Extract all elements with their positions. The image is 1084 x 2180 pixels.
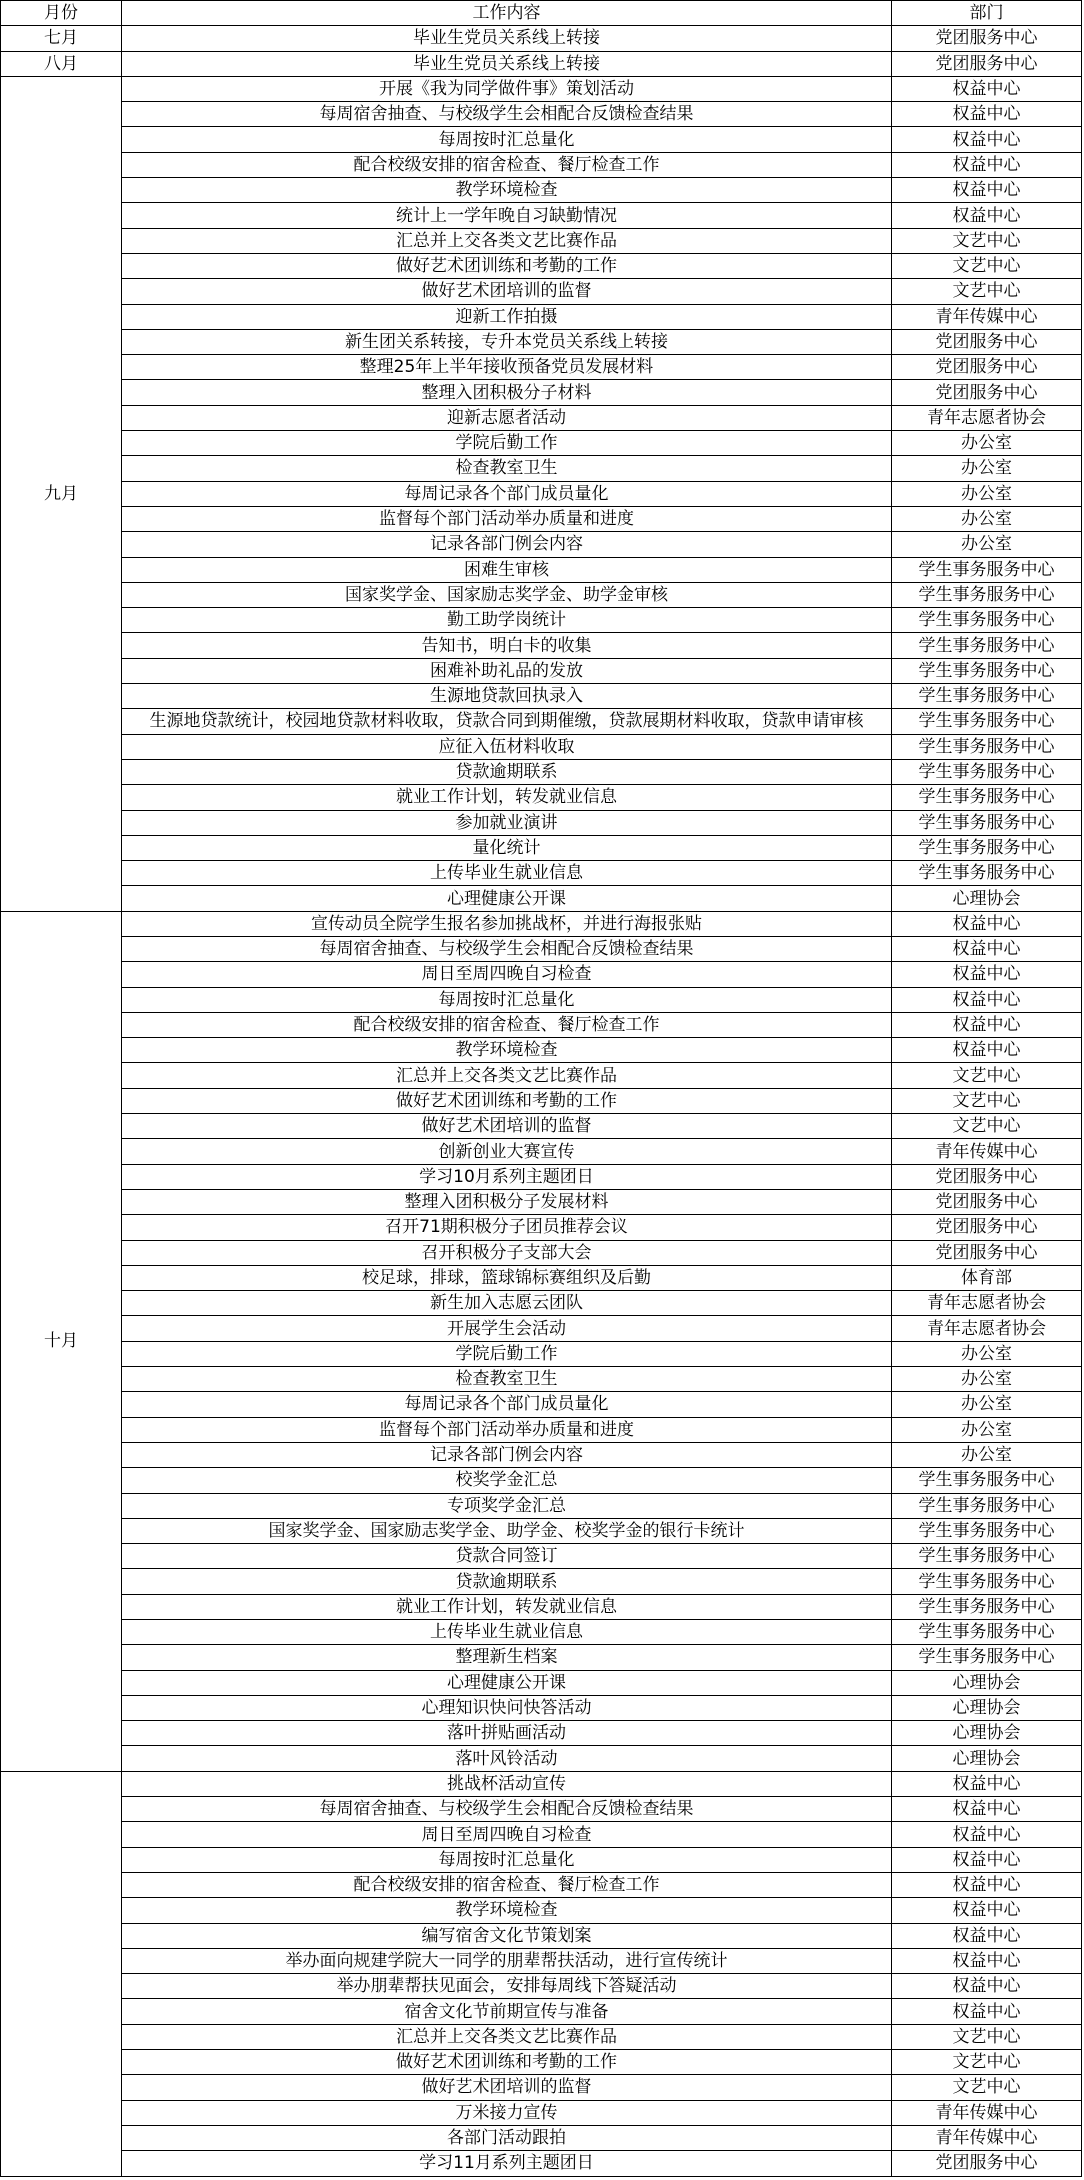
table-row [1, 861, 1082, 886]
table-row [1, 1695, 1082, 1720]
table-row [1, 608, 1082, 633]
content-cell: 学院后勤工作 [122, 431, 892, 456]
table-row [1, 228, 1082, 253]
dept-cell: 权益中心 [892, 1797, 1082, 1822]
dept-cell: 体育部 [892, 1265, 1082, 1290]
dept-cell: 权益中心 [892, 1999, 1082, 2024]
content-cell: 周日至周四晚自习检查 [122, 962, 892, 987]
dept-cell: 文艺中心 [892, 2024, 1082, 2049]
table-row [1, 1569, 1082, 1594]
content-cell: 新生加入志愿云团队 [122, 1291, 892, 1316]
table-row [1, 633, 1082, 658]
content-cell: 校奖学金汇总 [122, 1468, 892, 1493]
table-row [1, 1645, 1082, 1670]
table-row [1, 709, 1082, 734]
dept-cell: 学生事务服务中心 [892, 1620, 1082, 1645]
content-cell: 告知书，明白卡的收集 [122, 633, 892, 658]
table-row [1, 658, 1082, 683]
table-row [1, 1898, 1082, 1923]
dept-cell: 文艺中心 [892, 2075, 1082, 2100]
table-row [1, 1063, 1082, 1088]
dept-cell: 权益中心 [892, 911, 1082, 936]
content-cell: 学习10月系列主题团日 [122, 1164, 892, 1189]
dept-cell: 文艺中心 [892, 228, 1082, 253]
dept-cell: 权益中心 [892, 178, 1082, 203]
content-cell: 心理健康公开课 [122, 1670, 892, 1695]
content-cell: 汇总并上交各类文艺比赛作品 [122, 228, 892, 253]
table-row [1, 1872, 1082, 1897]
dept-cell: 党团服务中心 [892, 355, 1082, 380]
content-cell: 周日至周四晚自习检查 [122, 1822, 892, 1847]
content-cell: 记录各部门例会内容 [122, 532, 892, 557]
dept-cell: 学生事务服务中心 [892, 1645, 1082, 1670]
dept-cell: 心理协会 [892, 1670, 1082, 1695]
dept-cell: 办公室 [892, 431, 1082, 456]
content-cell: 监督每个部门活动举办质量和进度 [122, 1417, 892, 1442]
dept-cell: 党团服务中心 [892, 380, 1082, 405]
table-row [1, 810, 1082, 835]
month-header: 月份 [1, 1, 122, 26]
month-cell: 十月 [1, 911, 122, 1771]
dept-cell: 学生事务服务中心 [892, 1468, 1082, 1493]
table-row [1, 582, 1082, 607]
content-cell: 困难补助礼品的发放 [122, 658, 892, 683]
dept-cell: 权益中心 [892, 1872, 1082, 1897]
content-cell: 应征入伍材料收取 [122, 734, 892, 759]
content-cell: 万米接力宣传 [122, 2100, 892, 2125]
content-cell: 整理入团积极分子材料 [122, 380, 892, 405]
table-row [1, 532, 1082, 557]
dept-cell: 权益中心 [892, 152, 1082, 177]
table-row [1, 1088, 1082, 1113]
content-cell: 编写宿舍文化节策划案 [122, 1923, 892, 1948]
dept-cell: 学生事务服务中心 [892, 633, 1082, 658]
content-cell: 每周按时汇总量化 [122, 1847, 892, 1872]
dept-cell: 学生事务服务中心 [892, 709, 1082, 734]
table-row [1, 759, 1082, 784]
content-cell: 每周按时汇总量化 [122, 987, 892, 1012]
table-row [1, 279, 1082, 304]
content-cell: 召开积极分子支部大会 [122, 1240, 892, 1265]
dept-cell: 学生事务服务中心 [892, 1493, 1082, 1518]
table-row [1, 26, 1082, 51]
table-row [1, 304, 1082, 329]
dept-cell: 文艺中心 [892, 1088, 1082, 1113]
content-cell: 心理健康公开课 [122, 886, 892, 911]
table-row [1, 1923, 1082, 1948]
table-row [1, 1974, 1082, 1999]
content-cell: 每周宿舍抽查、与校级学生会相配合反馈检查结果 [122, 936, 892, 961]
table-row [1, 1847, 1082, 1872]
content-cell: 做好艺术团培训的监督 [122, 279, 892, 304]
dept-cell: 学生事务服务中心 [892, 759, 1082, 784]
dept-cell: 权益中心 [892, 1847, 1082, 1872]
dept-cell: 文艺中心 [892, 1114, 1082, 1139]
dept-cell: 权益中心 [892, 76, 1082, 101]
dept-cell: 办公室 [892, 1341, 1082, 1366]
dept-cell: 权益中心 [892, 203, 1082, 228]
content-cell: 毕业生党员关系线上转接 [122, 26, 892, 51]
content-cell: 每周按时汇总量化 [122, 127, 892, 152]
content-cell: 做好艺术团训练和考勤的工作 [122, 2050, 892, 2075]
dept-cell: 青年传媒中心 [892, 1139, 1082, 1164]
content-cell: 每周宿舍抽查、与校级学生会相配合反馈检查结果 [122, 1797, 892, 1822]
content-cell: 记录各部门例会内容 [122, 1442, 892, 1467]
dept-cell: 文艺中心 [892, 253, 1082, 278]
content-cell: 教学环境检查 [122, 1898, 892, 1923]
table-body [1, 26, 1082, 2176]
table-row [1, 2100, 1082, 2125]
content-cell: 毕业生党员关系线上转接 [122, 51, 892, 76]
content-cell: 学习11月系列主题团日 [122, 2151, 892, 2176]
table-row [1, 1341, 1082, 1366]
table-row [1, 1291, 1082, 1316]
content-cell: 贷款逾期联系 [122, 759, 892, 784]
dept-cell: 权益中心 [892, 1923, 1082, 1948]
dept-cell: 学生事务服务中心 [892, 608, 1082, 633]
table-row [1, 1240, 1082, 1265]
dept-cell: 心理协会 [892, 1721, 1082, 1746]
table-row [1, 1442, 1082, 1467]
table-row [1, 911, 1082, 936]
table-row [1, 557, 1082, 582]
table-row [1, 2075, 1082, 2100]
table-row [1, 2024, 1082, 2049]
content-cell: 汇总并上交各类文艺比赛作品 [122, 2024, 892, 2049]
content-cell: 就业工作计划，转发就业信息 [122, 785, 892, 810]
content-cell: 贷款逾期联系 [122, 1569, 892, 1594]
table-row [1, 1620, 1082, 1645]
table-row [1, 1139, 1082, 1164]
table-row [1, 1822, 1082, 1847]
table-row [1, 1721, 1082, 1746]
dept-cell: 党团服务中心 [892, 2151, 1082, 2176]
dept-cell: 权益中心 [892, 1822, 1082, 1847]
dept-cell: 文艺中心 [892, 2050, 1082, 2075]
dept-cell: 党团服务中心 [892, 1189, 1082, 1214]
dept-cell: 心理协会 [892, 886, 1082, 911]
table-row [1, 1012, 1082, 1037]
table-row [1, 1417, 1082, 1442]
content-cell: 教学环境检查 [122, 178, 892, 203]
header-row [1, 1, 1082, 26]
content-cell: 教学环境检查 [122, 1038, 892, 1063]
dept-cell: 青年志愿者协会 [892, 1316, 1082, 1341]
content-cell: 每周记录各个部门成员量化 [122, 481, 892, 506]
dept-cell: 文艺中心 [892, 279, 1082, 304]
table-row [1, 481, 1082, 506]
content-cell: 上传毕业生就业信息 [122, 1620, 892, 1645]
content-cell: 整理25年上半年接收预备党员发展材料 [122, 355, 892, 380]
table-row [1, 506, 1082, 531]
dept-cell: 权益中心 [892, 962, 1082, 987]
dept-cell: 党团服务中心 [892, 26, 1082, 51]
table-row [1, 1493, 1082, 1518]
table-row [1, 1771, 1082, 1796]
dept-cell: 心理协会 [892, 1695, 1082, 1720]
dept-cell: 学生事务服务中心 [892, 734, 1082, 759]
table-row [1, 1948, 1082, 1973]
dept-cell: 青年志愿者协会 [892, 1291, 1082, 1316]
dept-cell: 权益中心 [892, 987, 1082, 1012]
content-cell: 监督每个部门活动举办质量和进度 [122, 506, 892, 531]
dept-cell: 党团服务中心 [892, 1215, 1082, 1240]
dept-cell: 青年志愿者协会 [892, 405, 1082, 430]
content-cell: 迎新志愿者活动 [122, 405, 892, 430]
content-cell: 宣传动员全院学生报名参加挑战杯，并进行海报张贴 [122, 911, 892, 936]
content-cell: 统计上一学年晚自习缺勤情况 [122, 203, 892, 228]
content-cell: 国家奖学金、国家励志奖学金、助学金审核 [122, 582, 892, 607]
table-row [1, 127, 1082, 152]
dept-cell: 青年传媒中心 [892, 304, 1082, 329]
dept-cell: 学生事务服务中心 [892, 1569, 1082, 1594]
table-row [1, 684, 1082, 709]
table-row [1, 1594, 1082, 1619]
table-row [1, 380, 1082, 405]
month-cell: 八月 [1, 51, 122, 76]
content-cell: 创新创业大赛宣传 [122, 1139, 892, 1164]
content-cell: 检查教室卫生 [122, 1367, 892, 1392]
table-row [1, 835, 1082, 860]
content-cell: 落叶拼贴画活动 [122, 1721, 892, 1746]
content-cell: 做好艺术团训练和考勤的工作 [122, 253, 892, 278]
content-cell: 举办朋辈帮扶见面会，安排每周线下答疑活动 [122, 1974, 892, 1999]
table-row [1, 253, 1082, 278]
content-cell: 迎新工作拍摄 [122, 304, 892, 329]
content-cell: 做好艺术团培训的监督 [122, 2075, 892, 2100]
table-row [1, 987, 1082, 1012]
dept-cell: 办公室 [892, 456, 1082, 481]
content-cell: 专项奖学金汇总 [122, 1493, 892, 1518]
content-cell: 量化统计 [122, 835, 892, 860]
dept-cell: 权益中心 [892, 1771, 1082, 1796]
table-row [1, 1114, 1082, 1139]
table-row [1, 1670, 1082, 1695]
content-cell: 参加就业演讲 [122, 810, 892, 835]
dept-cell: 权益中心 [892, 1898, 1082, 1923]
table-row [1, 178, 1082, 203]
month-cell: 七月 [1, 26, 122, 51]
table-row [1, 2125, 1082, 2150]
table-row [1, 405, 1082, 430]
dept-cell: 党团服务中心 [892, 51, 1082, 76]
content-cell: 开展学生会活动 [122, 1316, 892, 1341]
content-cell: 宿舍文化节前期宣传与准备 [122, 1999, 892, 2024]
content-cell: 召开71期积极分子团员推荐会议 [122, 1215, 892, 1240]
table-row [1, 152, 1082, 177]
content-cell: 举办面向规建学院大一同学的朋辈帮扶活动，进行宣传统计 [122, 1948, 892, 1973]
content-cell: 开展《我为同学做件事》策划活动 [122, 76, 892, 101]
table-row [1, 1164, 1082, 1189]
content-cell: 校足球，排球，篮球锦标赛组织及后勤 [122, 1265, 892, 1290]
table-row [1, 2151, 1082, 2176]
dept-cell: 办公室 [892, 506, 1082, 531]
content-cell: 每周宿舍抽查、与校级学生会相配合反馈检查结果 [122, 102, 892, 127]
table-row [1, 1265, 1082, 1290]
content-header: 工作内容 [122, 1, 892, 26]
dept-cell: 办公室 [892, 1392, 1082, 1417]
dept-cell: 权益中心 [892, 127, 1082, 152]
table-row [1, 355, 1082, 380]
table-row [1, 962, 1082, 987]
month-cell: 九月 [1, 76, 122, 911]
table-row [1, 886, 1082, 911]
dept-cell: 党团服务中心 [892, 329, 1082, 354]
table-row [1, 1468, 1082, 1493]
content-cell: 汇总并上交各类文艺比赛作品 [122, 1063, 892, 1088]
content-cell: 做好艺术团培训的监督 [122, 1114, 892, 1139]
table-row [1, 1038, 1082, 1063]
table-row [1, 203, 1082, 228]
dept-cell: 权益中心 [892, 1038, 1082, 1063]
dept-cell: 办公室 [892, 1417, 1082, 1442]
content-cell: 勤工助学岗统计 [122, 608, 892, 633]
month-cell [1, 1771, 122, 2176]
content-cell: 做好艺术团训练和考勤的工作 [122, 1088, 892, 1113]
table-row [1, 1367, 1082, 1392]
content-cell: 生源地贷款统计，校园地贷款材料收取，贷款合同到期催缴，贷款展期材料收取，贷款申请审核 [122, 709, 892, 734]
content-cell: 配合校级安排的宿舍检查、餐厅检查工作 [122, 152, 892, 177]
dept-cell: 学生事务服务中心 [892, 1544, 1082, 1569]
content-cell: 整理入团积极分子发展材料 [122, 1189, 892, 1214]
content-cell: 挑战杯活动宣传 [122, 1771, 892, 1796]
table-row [1, 51, 1082, 76]
dept-cell: 学生事务服务中心 [892, 582, 1082, 607]
content-cell: 落叶风铃活动 [122, 1746, 892, 1771]
dept-cell: 心理协会 [892, 1746, 1082, 1771]
dept-cell: 学生事务服务中心 [892, 810, 1082, 835]
dept-cell: 办公室 [892, 1367, 1082, 1392]
dept-cell: 党团服务中心 [892, 1240, 1082, 1265]
content-cell: 就业工作计划，转发就业信息 [122, 1594, 892, 1619]
table-row [1, 456, 1082, 481]
content-cell: 配合校级安排的宿舍检查、餐厅检查工作 [122, 1012, 892, 1037]
content-cell: 上传毕业生就业信息 [122, 861, 892, 886]
table-row [1, 1392, 1082, 1417]
dept-cell: 青年传媒中心 [892, 2100, 1082, 2125]
dept-cell: 文艺中心 [892, 1063, 1082, 1088]
table-row [1, 102, 1082, 127]
table-row [1, 1797, 1082, 1822]
content-cell: 各部门活动跟拍 [122, 2125, 892, 2150]
content-cell: 每周记录各个部门成员量化 [122, 1392, 892, 1417]
content-cell: 整理新生档案 [122, 1645, 892, 1670]
content-cell: 生源地贷款回执录入 [122, 684, 892, 709]
dept-cell: 学生事务服务中心 [892, 684, 1082, 709]
table-row [1, 431, 1082, 456]
dept-cell: 青年传媒中心 [892, 2125, 1082, 2150]
table-row [1, 1518, 1082, 1543]
dept-cell: 学生事务服务中心 [892, 785, 1082, 810]
table-row [1, 936, 1082, 961]
dept-cell: 办公室 [892, 1442, 1082, 1467]
table-row [1, 1189, 1082, 1214]
dept-cell: 办公室 [892, 532, 1082, 557]
table-row [1, 785, 1082, 810]
dept-cell: 学生事务服务中心 [892, 658, 1082, 683]
dept-cell: 学生事务服务中心 [892, 1518, 1082, 1543]
table-row [1, 329, 1082, 354]
dept-cell: 学生事务服务中心 [892, 835, 1082, 860]
dept-cell: 权益中心 [892, 1974, 1082, 1999]
dept-cell: 学生事务服务中心 [892, 1594, 1082, 1619]
table-row [1, 1746, 1082, 1771]
content-cell: 配合校级安排的宿舍检查、餐厅检查工作 [122, 1872, 892, 1897]
dept-header: 部门 [892, 1, 1082, 26]
dept-cell: 办公室 [892, 481, 1082, 506]
dept-cell: 权益中心 [892, 1948, 1082, 1973]
dept-cell: 学生事务服务中心 [892, 557, 1082, 582]
dept-cell: 权益中心 [892, 102, 1082, 127]
table-row [1, 1999, 1082, 2024]
dept-cell: 党团服务中心 [892, 1164, 1082, 1189]
content-cell: 心理知识快问快答活动 [122, 1695, 892, 1720]
content-cell: 困难生审核 [122, 557, 892, 582]
table-row [1, 1215, 1082, 1240]
content-cell: 贷款合同签订 [122, 1544, 892, 1569]
table-row [1, 2050, 1082, 2075]
table-row [1, 1544, 1082, 1569]
content-cell: 国家奖学金、国家励志奖学金、助学金、校奖学金的银行卡统计 [122, 1518, 892, 1543]
dept-cell: 学生事务服务中心 [892, 861, 1082, 886]
content-cell: 检查教室卫生 [122, 456, 892, 481]
content-cell: 学院后勤工作 [122, 1341, 892, 1366]
table-row [1, 734, 1082, 759]
content-cell: 新生团关系转接，专升本党员关系线上转接 [122, 329, 892, 354]
dept-cell: 权益中心 [892, 936, 1082, 961]
table-row [1, 76, 1082, 101]
table-row [1, 1316, 1082, 1341]
dept-cell: 权益中心 [892, 1012, 1082, 1037]
